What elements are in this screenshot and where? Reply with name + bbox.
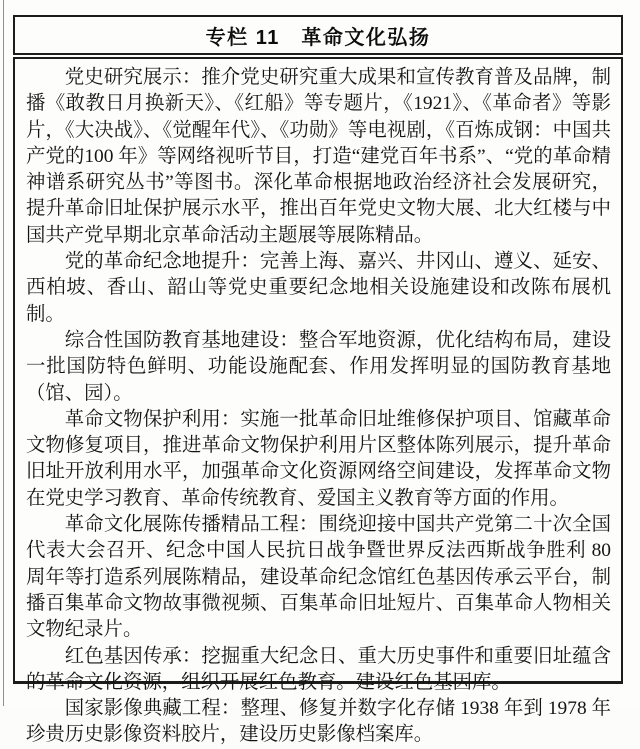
panel-body (13, 57, 623, 746)
body-paragraph-defense-education-bases: 综合性国防教育基地建设：整合军地资源，优化结构布局，建设一批国防特色鲜明、功能设施配套、作用发挥明显的国防教育基地（馆、园）。 (26, 329, 611, 404)
page-edge-line (3, 0, 4, 706)
body-paragraph-exhibition-projects: 革命文化展陈传播精品工程：围绕迎接中国共产党第二十次全国代表大会召开、纪念中国人民抗日战争暨世界反法西斯战争胜利 80 周年等打造系列展陈精品，建设革命纪念馆红色基因传承云平台，制播百集革命文物故事微视频、百集革命旧址短片、百集革命人物相关文物纪录片。 (26, 514, 611, 641)
body-paragraph-national-image-archive: 国家影像典藏工程：整理、修复并数字化存储 1938 年到 1978 年珍贵历史影像资料胶片，建设历史影像档案库。 (26, 698, 611, 746)
panel-title: 专栏 11 革命文化弘扬 (205, 26, 431, 49)
panel-title-box (13, 15, 623, 55)
body-paragraph-party-history-research: 党史研究展示：推介党史研究重大成果和宣传教育普及品牌，制播《敢教日月换新天》、《红船》等专题片，《1921》、《革命者》等影片，《大决战》、《觉醒年代》、《功勋》等电视剧，《百炼成钢：中国共产党的100 年》等网络视听节目，打造“建党百年书系”、“党的革命精神谱系研究丛书”等图书。深化革命根据地政治经济社会发展研究，提升革命旧址保护展示水平，推出百年党史文物大展、北大红楼与中国共产党早期北京革命活动主题展等展陈精品。 (26, 67, 611, 246)
special-column-panel (13, 15, 623, 746)
body-paragraph-red-gene-inheritance: 红色基因传承：挖掘重大纪念日、重大历史事件和重要旧址蕴含的革命文化资源，组织开展红色教育。建设红色基因库。 (26, 645, 611, 693)
body-paragraph-revolutionary-relics: 革命文物保护利用：实施一批革命旧址维修保护项目、馆藏革命文物修复项目，推进革命文物保护利用片区整体陈列展示，提升革命旧址开放利用水平，加强革命文化资源网络空间建设，发挥革命文物在党史学习教育、革命传统教育、爱国主义教育等方面的作用。 (26, 408, 611, 509)
body-paragraph-memorial-sites: 党的革命纪念地提升：完善上海、嘉兴、井冈山、遵义、延安、西柏坡、香山、韶山等党史重要纪念地相关设施建设和改陈布展机制。 (26, 251, 611, 325)
